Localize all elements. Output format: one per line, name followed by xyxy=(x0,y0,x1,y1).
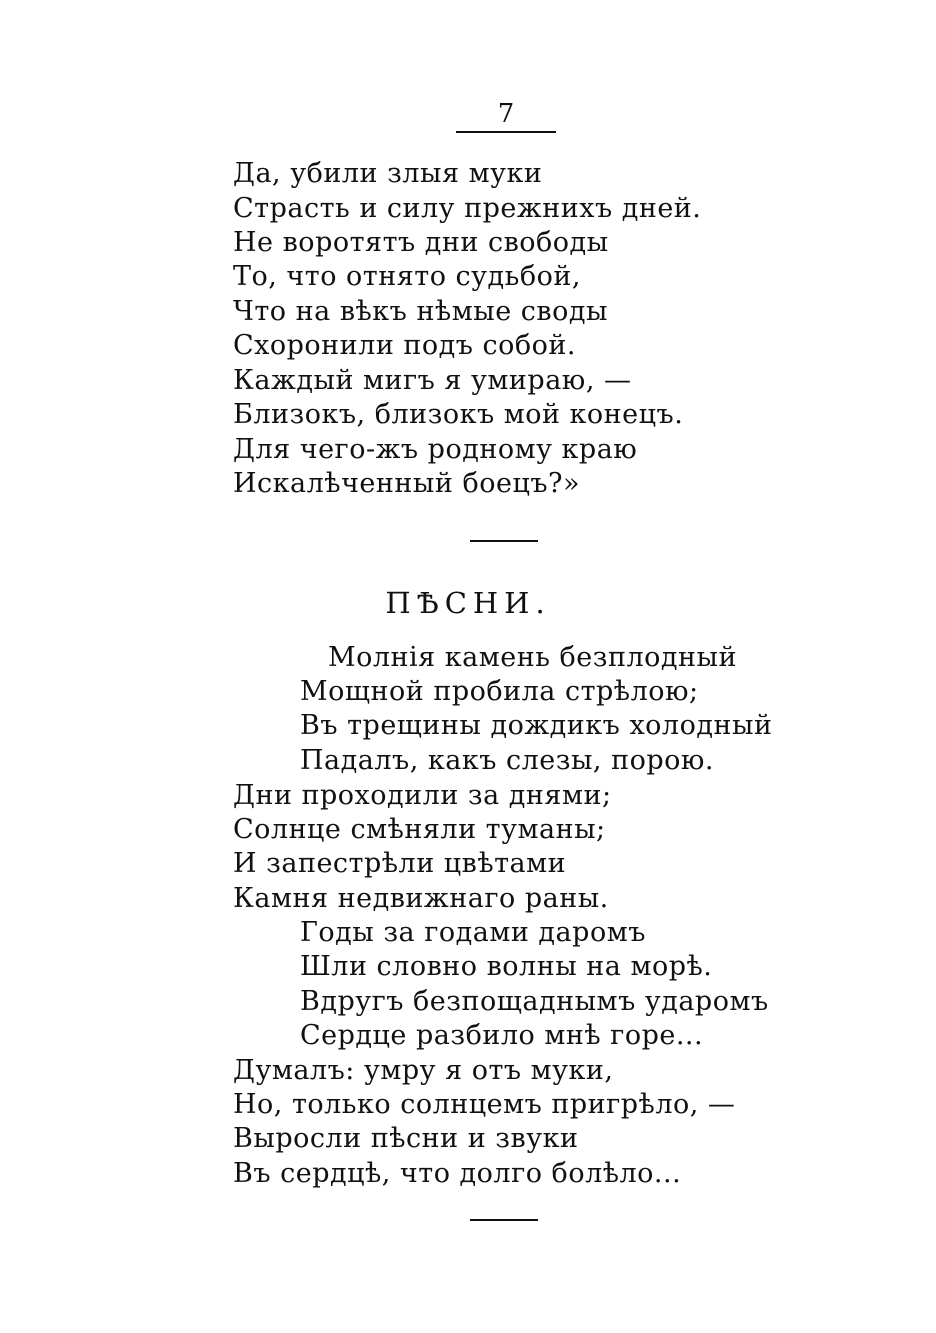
poem-line: Сердце разбило мнѣ горе... xyxy=(300,1020,704,1051)
end-divider xyxy=(470,1219,538,1221)
poem-line: Искалѣченный боецъ?» xyxy=(233,468,580,499)
poem-line: Въ трещины дождикъ холодный xyxy=(300,710,773,741)
poem-line: Солнце смѣняли туманы; xyxy=(233,814,606,845)
poem-line: Что на вѣкъ нѣмые своды xyxy=(233,296,608,327)
poem-line: Для чего-жъ родному краю xyxy=(233,434,638,465)
poem-line: Дни проходили за днями; xyxy=(233,780,612,811)
poem-line: Выросли пѣсни и звуки xyxy=(233,1123,579,1154)
poem-line: Страсть и силу прежнихъ дней. xyxy=(233,193,702,224)
page-number: 7 xyxy=(456,98,556,133)
poem-line: Вдругъ безпощаднымъ ударомъ xyxy=(300,986,769,1017)
poem-line: Падалъ, какъ слезы, порою. xyxy=(300,745,714,776)
poem-line: И запестрѣли цвѣтами xyxy=(233,848,567,879)
poem-line: Близокъ, близокъ мой конецъ. xyxy=(233,399,684,430)
section-title: ПѢСНИ. xyxy=(385,586,551,620)
poem-line: Да, убили злыя муки xyxy=(233,158,543,189)
poem-line: Мощной пробила стрѣлою; xyxy=(300,676,699,707)
poem-line: Каждый мигъ я умираю, — xyxy=(233,365,632,396)
poem-line: Но, только солнцемъ пригрѣло, — xyxy=(233,1089,736,1120)
poem-line: То, что отнято судьбой, xyxy=(233,261,581,292)
poem-line: Камня недвижнаго раны. xyxy=(233,883,609,914)
poem-line: Не воротятъ дни свободы xyxy=(233,227,609,258)
poem-line: Годы за годами даромъ xyxy=(300,917,646,948)
poem-line: Шли словно волны на морѣ. xyxy=(300,951,713,982)
section-divider xyxy=(470,540,538,542)
poem-line: Схоронили подъ собой. xyxy=(233,330,577,361)
poem-line: Въ сердцѣ, что долго болѣло... xyxy=(233,1158,682,1189)
poem-line: Молнія камень безплодный xyxy=(328,642,737,673)
poem-line: Думалъ: умру я отъ муки, xyxy=(233,1055,614,1086)
